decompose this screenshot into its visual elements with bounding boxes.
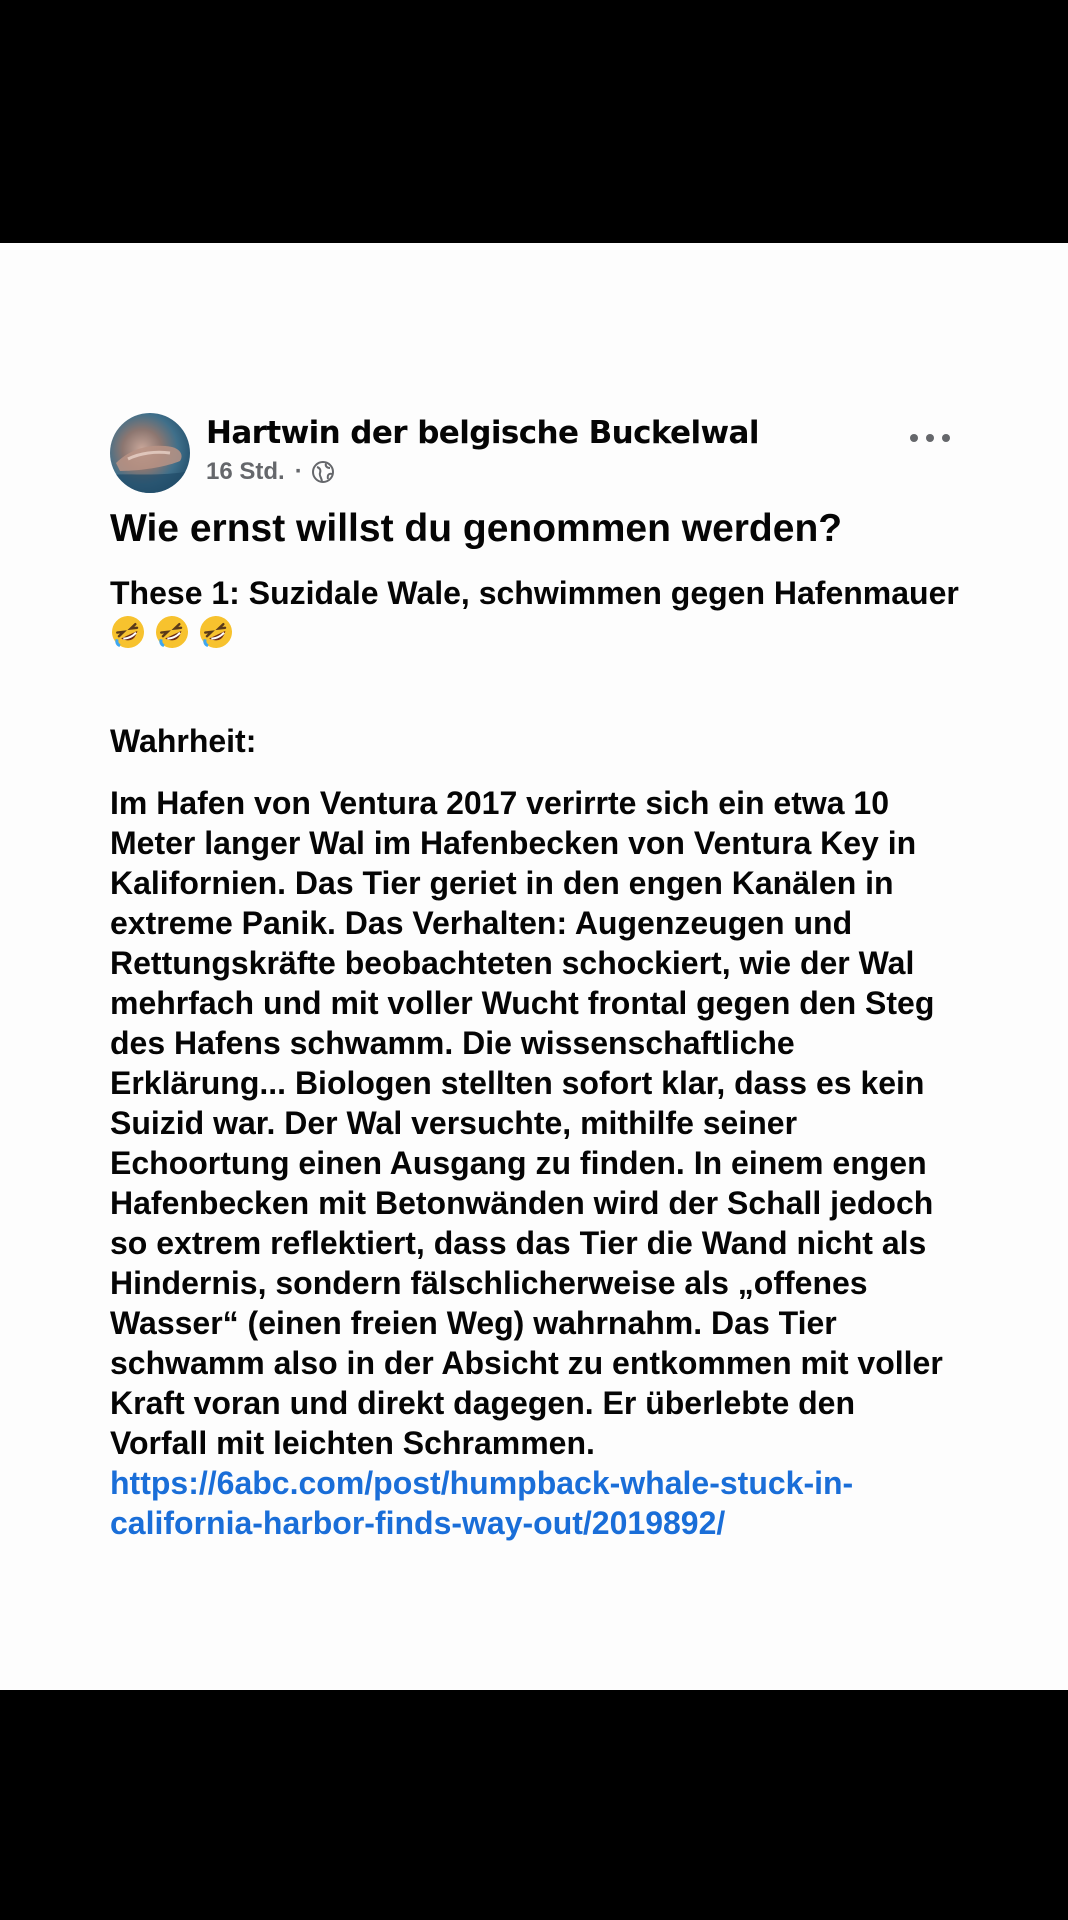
rolling-laughing-emoji-icon (110, 614, 146, 650)
post-card (0, 243, 1068, 1690)
post-meta (206, 457, 335, 487)
post-question: Wie ernst willst du genommen werden? (110, 507, 843, 550)
post-body (110, 505, 960, 1543)
post-time[interactable]: 16 Std. (206, 458, 285, 485)
meta-separator: · (294, 458, 303, 485)
globe-icon (311, 460, 335, 484)
rolling-laughing-emoji-icon (154, 614, 190, 650)
post-thesis (110, 573, 960, 653)
thesis-text: These 1: Suzidale Wale, schwimmen gegen Hafenmauer (110, 575, 959, 611)
more-options-icon[interactable] (910, 431, 950, 445)
avatar[interactable] (110, 413, 190, 493)
post-header (110, 413, 950, 493)
truth-label: Wahrheit: (110, 723, 257, 759)
post-body-text (110, 783, 960, 1543)
letterbox-bottom (0, 1690, 1068, 1920)
rolling-laughing-emoji-icon (198, 614, 234, 650)
letterbox-top (0, 0, 1068, 243)
author-name[interactable]: Hartwin der belgische Buckelwal (206, 415, 759, 451)
body-paragraph: Im Hafen von Ventura 2017 verirrte sich ein etwa 10 Meter langer Wal im Hafenbecken von Ventura Key in Kalifornien. Das Tier geriet in den engen Kanälen in extreme Panik. Das Verhalten: Augenzeugen und Rettungskräfte beobachteten schockiert, wie der Wal mehrfach und mit voller Wucht frontal gegen den Steg des Hafens schwamm. Die wissenschaftliche Erklärung... Biologen stellten sofort klar, dass es kein Suizid war. Der Wal versuchte, mithilfe seiner Echoortung einen Ausgang zu finden. In einem engen Hafenbecken mit Betonwänden wird der Schall jedoch so extrem reflektiert, dass das Tier die Wand nicht als Hindernis, sondern fälschlicherweise als „offenes Wasser“ (einen freien Weg) wahrnahm. Das Tier schwamm also in der Absicht zu entkommen mit voller Kraft voran und direkt dagegen. Er überlebte den Vorfall mit leichten Schrammen. (110, 785, 943, 1461)
article-link[interactable]: https://6abc.com/post/humpback-whale-stuck-in-california-harbor-finds-way-out/2019892/ (110, 1465, 854, 1541)
laughing-emoji-group (110, 615, 242, 651)
